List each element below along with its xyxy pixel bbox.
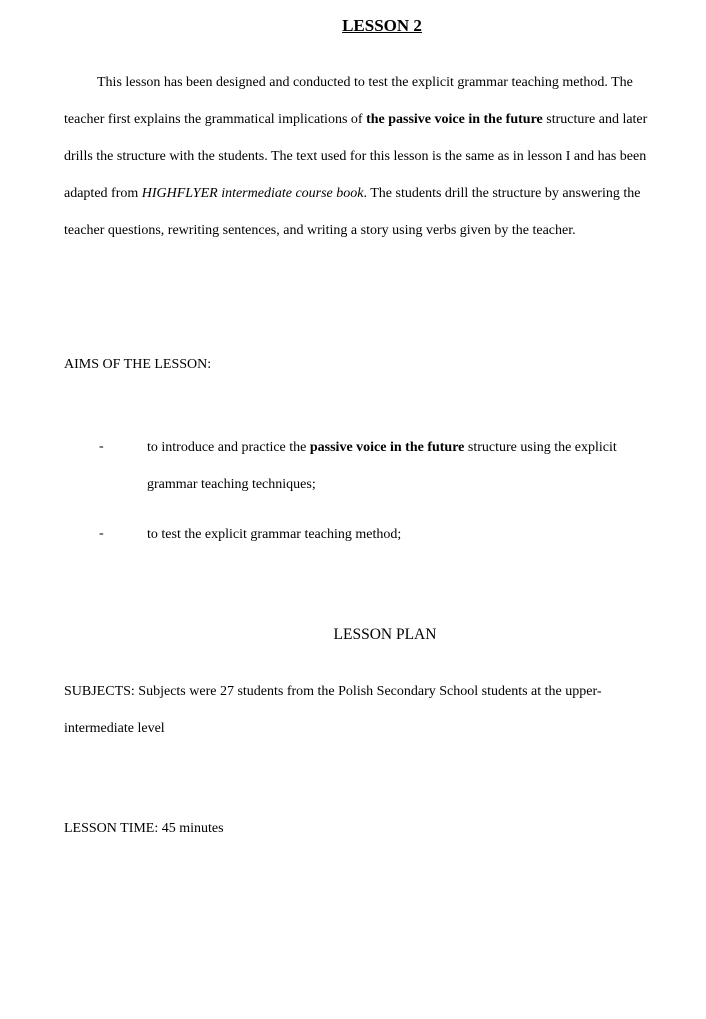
aim-dash: - [99,526,104,541]
aim-text [147,429,647,503]
intro-book-title: HIGHFLYER intermediate course book [141,186,364,201]
intro-paragraph [64,64,664,249]
intro-bold-term: the passive voice in the future [366,112,543,127]
aim-text: to test the explicit grammar teaching method; [147,527,402,542]
aim-text-post: structure using the explicit grammar teaching techniques; [147,440,617,492]
subjects-paragraph: SUBJECTS: Subjects were 27 students from the Polish Secondary School students at the upper- intermediate level [64,684,602,736]
aim-dash: - [99,439,104,454]
aim-bold-term: passive voice in the future [309,440,465,455]
intro-text-3: . The students drill the structure by answering the teacher questions, rewriting sentences, and writing a story using verbs given by the teacher. [64,186,641,238]
lesson-time: LESSON TIME: 45 minutes [64,821,224,836]
aim-text-pre: to introduce and practice the [147,440,310,455]
intro-text-1: This lesson has been designed and conducted to test the explicit grammar teaching method. The teacher first explains the grammatical implications of [64,75,633,127]
lesson-plan-heading: LESSON PLAN [333,626,437,643]
intro-text-2: structure and later drills the structure with the students. The text used for this lesson is the same as in lesson I and has been adapted from [64,112,648,201]
lesson-title: LESSON 2 [342,16,422,35]
aims-heading: AIMS OF THE LESSON: [64,357,212,372]
